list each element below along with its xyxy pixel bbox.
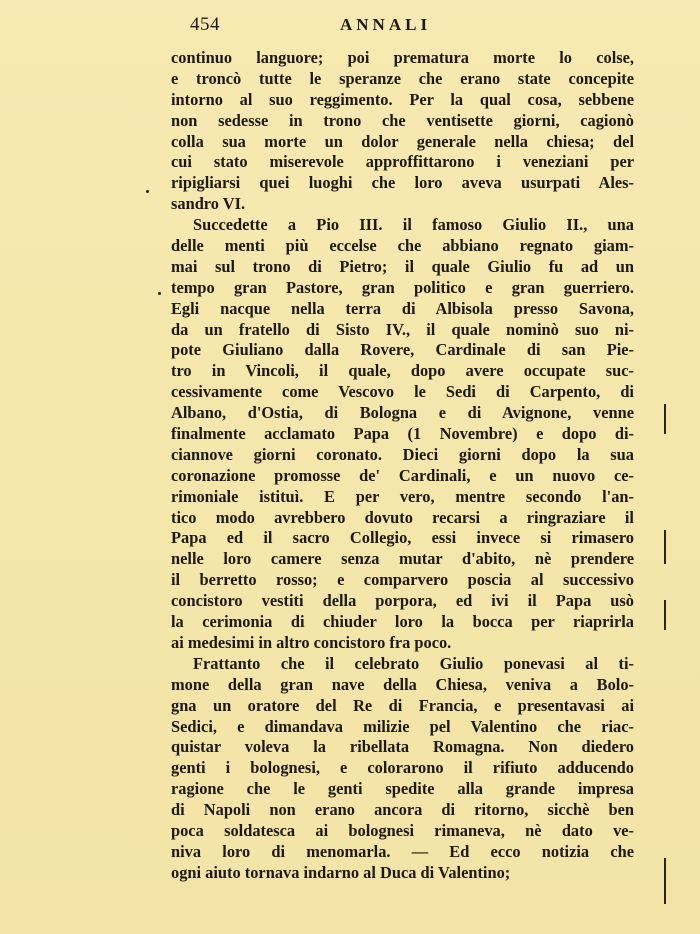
text-line: poca soldatesca ai bolognesi rimaneva, nè dato ve- xyxy=(171,820,634,840)
text-line: colla sua morte un dolor generale nella chiesa; del xyxy=(171,131,634,151)
text-line: quistar voleva la ribellata Romagna. Non diedero xyxy=(171,737,634,757)
text-line: pote Giuliano dalla Rovere, Cardinale di san Pie- xyxy=(171,340,634,360)
text-line: ai medesimi in altro concistoro fra poco. xyxy=(171,632,452,652)
text-line: ripigliarsi quei luoghi che loro aveva usurpati Ales- xyxy=(171,173,634,193)
text-line: tempo gran Pastore, gran politico e gran guerriero. xyxy=(171,277,634,297)
text-line: cessivamente come Vescovo le Sedi di Carpento, di xyxy=(171,382,634,402)
paragraph xyxy=(171,654,634,884)
page-number: 454 xyxy=(190,14,220,35)
text-line: tro in Vincoli, il quale, dopo avere occupate suc- xyxy=(171,361,634,381)
text-line: genti i bolognesi, e colorarono il rifiuto adducendo xyxy=(171,758,634,778)
text-line: coronazione promosse de' Cardinali, e un nuovo ce- xyxy=(171,465,634,485)
text-line: sandro VI. xyxy=(171,194,246,214)
text-line: Egli nacque nella terra di Albisola presso Savona, xyxy=(171,298,634,318)
margin-rule xyxy=(664,600,666,630)
text-line: ciannove giorni coronato. Dieci giorni dopo la sua xyxy=(171,444,634,464)
text-line: delle menti più eccelse che abbiano regnato giam- xyxy=(171,236,634,256)
text-line: tico modo avrebbero dovuto recarsi a ringraziare il xyxy=(171,507,634,527)
text-line: continuo languore; poi prematura morte lo colse, xyxy=(171,48,634,67)
text-line: mone della gran nave della Chiesa, veniva a Bolo- xyxy=(171,674,634,694)
paragraph xyxy=(171,215,634,654)
body-text xyxy=(171,48,634,884)
text-line: Succedette a Pio III. il famoso Giulio II., una xyxy=(193,215,634,235)
text-line: Frattanto che il celebrato Giulio ponevasi al ti- xyxy=(193,653,634,673)
text-line: cui stato miserevole approffittarono i veneziani per xyxy=(171,152,634,172)
text-line: il berretto rosso; e comparvero poscia al successivo xyxy=(171,570,634,590)
text-line: non sedesse in trono che ventisette giorni, cagionò xyxy=(171,110,634,130)
text-line: niva loro di menomarla. — Ed ecco notizia che xyxy=(171,841,634,861)
text-line: di Napoli non erano ancora di ritorno, sicchè ben xyxy=(171,800,634,820)
margin-rule xyxy=(664,530,666,564)
text-line: concistoro vestiti della porpora, ed ivi il Papa usò xyxy=(171,591,634,611)
text-line: ragione che le genti spedite alla grande impresa xyxy=(171,779,634,799)
text-line: e troncò tutte le speranze che erano state concepite xyxy=(171,68,634,88)
paragraph xyxy=(171,48,634,215)
text-line: intorno al suo reggimento. Per la qual cosa, sebbene xyxy=(171,89,634,109)
text-line: Albano, d'Ostia, di Bologna e di Avignone, venne xyxy=(171,403,634,423)
margin-speck xyxy=(146,190,149,193)
text-line: Sedici, e dimandava milizie pel Valentino che riac- xyxy=(171,716,634,736)
margin-rule xyxy=(664,404,666,434)
text-line: nelle loro camere senza mutar d'abito, nè prendere xyxy=(171,549,634,569)
text-line: gna un oratore del Re di Francia, e presentavasi ai xyxy=(171,695,634,715)
running-title: ANNALI xyxy=(340,15,432,34)
margin-rule xyxy=(664,858,666,904)
text-line: la cerimonia di chiuder loro la bocca per riaprirla xyxy=(171,612,634,632)
margin-speck xyxy=(158,292,161,295)
text-line: Papa ed il sacro Collegio, essi invece si rimasero xyxy=(171,528,634,548)
text-line: rimoniale istituì. E per vero, mentre secondo l'an- xyxy=(171,486,634,506)
text-line: ogni aiuto tornava indarno al Duca di Valentino; xyxy=(171,862,511,882)
page-header xyxy=(0,14,700,40)
text-line: mai sul trono di Pietro; il quale Giulio fu ad un xyxy=(171,256,634,276)
text-line: da un fratello di Sisto IV., il quale nominò suo ni- xyxy=(171,319,634,339)
text-line: finalmente acclamato Papa (1 Novembre) e dopo di- xyxy=(171,424,634,444)
